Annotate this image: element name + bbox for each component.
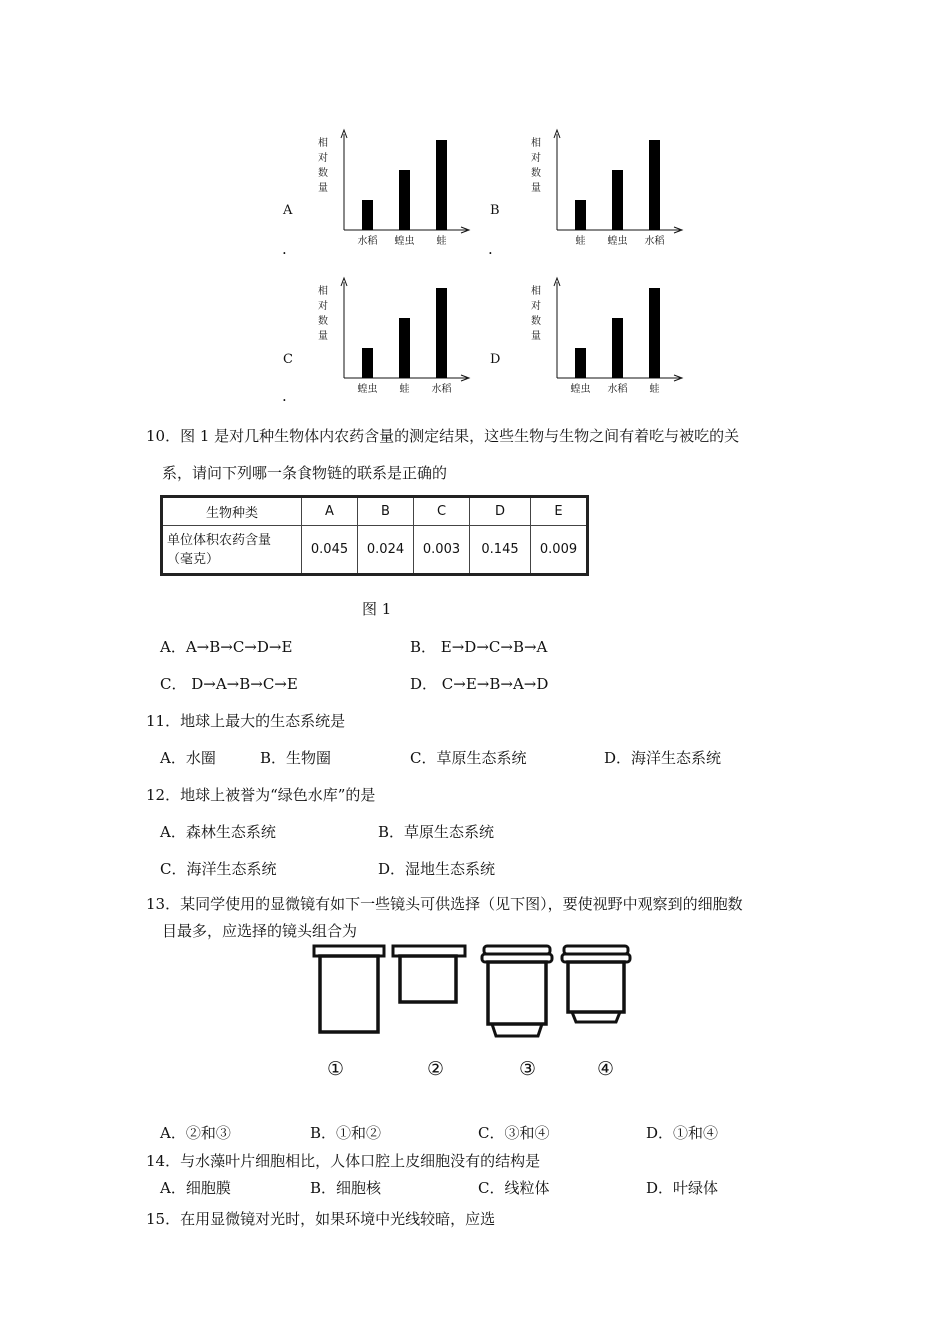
x-tick-label: 水稻 xyxy=(431,384,452,395)
lens-2-label: ② xyxy=(427,1058,445,1080)
chart-c xyxy=(316,274,476,403)
y-axis-label-char: 量 xyxy=(318,331,328,342)
q11-stem: 11．地球上最大的生态系统是 xyxy=(146,712,346,730)
chart-c-letter: C xyxy=(283,352,293,367)
y-axis-label-char: 对 xyxy=(531,153,541,164)
table-header-species: 生物种类 xyxy=(162,497,302,526)
q11-option-d: D．海洋生态系统 xyxy=(604,749,722,767)
q12-option-d: D．湿地生态系统 xyxy=(378,860,496,878)
q14-stem: 14．与水藻叶片细胞相比，人体口腔上皮细胞没有的结构是 xyxy=(146,1152,541,1170)
q10-option-c: C． D→A→B→C→E xyxy=(160,675,298,693)
bar xyxy=(649,140,660,230)
table-header-a: A xyxy=(302,497,358,526)
q10-option-a: A．A→B→C→D→E xyxy=(160,638,293,656)
y-axis-label-char: 数 xyxy=(318,316,328,327)
bar xyxy=(612,318,623,378)
q13-option-c: C．③和④ xyxy=(478,1124,550,1142)
x-tick-label: 蛙 xyxy=(649,384,660,395)
x-tick-label: 蝗虫 xyxy=(394,236,415,247)
q13-stem-line1: 13．某同学使用的显微镜有如下一些镜头可供选择（见下图），要使视野中观察到的细胞数 xyxy=(146,895,743,913)
x-tick-label: 蝗虫 xyxy=(357,384,378,395)
chart-c-dot: . xyxy=(282,387,287,405)
q12-stem: 12．地球上被誉为“绿色水库”的是 xyxy=(146,786,376,804)
q10-stem-line1: 10．图 1 是对几种生物体内农药含量的测定结果，这些生物与生物之间有着吃与被吃的关 xyxy=(146,427,740,445)
q10-stem-line2: 系，请问下列哪一条食物链的联系是正确的 xyxy=(162,464,448,482)
table-header-b: B xyxy=(358,497,414,526)
q12-option-a: A．森林生态系统 xyxy=(160,823,276,841)
x-tick-label: 蛙 xyxy=(399,384,410,395)
bar xyxy=(399,170,410,230)
y-axis-label-char: 相 xyxy=(318,138,328,149)
x-tick-label: 蝗虫 xyxy=(570,384,591,395)
y-axis-label-char: 对 xyxy=(318,153,328,164)
table-cell-b: 0.024 xyxy=(358,526,414,575)
table-row-label: 单位体积农药含量 （毫克） xyxy=(162,526,302,575)
bar xyxy=(612,170,623,230)
bar xyxy=(575,200,586,230)
y-axis-label-char: 相 xyxy=(531,286,541,297)
x-tick-label: 水稻 xyxy=(357,236,378,247)
bar xyxy=(436,140,447,230)
chart-b-letter: B xyxy=(490,203,500,218)
q14-option-c: C．线粒体 xyxy=(478,1179,550,1197)
q15-stem: 15．在用显微镜对光时，如果环境中光线较暗，应选 xyxy=(146,1210,496,1228)
lens-1-label: ① xyxy=(327,1058,345,1080)
y-axis-label-char: 数 xyxy=(531,168,541,179)
table-cell-a: 0.045 xyxy=(302,526,358,575)
y-axis-label-char: 量 xyxy=(318,183,328,194)
y-axis-label-char: 数 xyxy=(318,168,328,179)
x-tick-label: 蛙 xyxy=(436,236,447,247)
q14-option-d: D．叶绿体 xyxy=(646,1179,719,1197)
lens-3-icon xyxy=(478,942,558,1042)
x-tick-label: 水稻 xyxy=(607,384,628,395)
bar xyxy=(649,288,660,378)
lens-4-icon xyxy=(558,942,638,1027)
table-header-c: C xyxy=(414,497,470,526)
lens-4-label: ④ xyxy=(597,1058,615,1080)
q12-option-c: C．海洋生态系统 xyxy=(160,860,277,878)
q13-option-b: B．①和② xyxy=(310,1124,382,1142)
chart-b-dot: . xyxy=(488,240,493,258)
bar xyxy=(362,200,373,230)
chart-a xyxy=(316,126,476,255)
chart-a-dot: . xyxy=(282,240,287,258)
chart-a-letter: A xyxy=(283,203,293,218)
q14-option-a: A．细胞膜 xyxy=(160,1179,231,1197)
bar xyxy=(436,288,447,378)
q10-option-b: B． E→D→C→B→A xyxy=(410,638,548,656)
y-axis-label-char: 量 xyxy=(531,331,541,342)
chart-d-letter: D xyxy=(490,352,501,367)
q11-option-b: B．生物圈 xyxy=(260,749,332,767)
q12-option-b: B．草原生态系统 xyxy=(378,823,495,841)
lens-2-icon xyxy=(390,942,470,1007)
table-cell-d: 0.145 xyxy=(470,526,531,575)
bar xyxy=(362,348,373,378)
figure-caption: 图 1 xyxy=(362,600,392,618)
table-cell-c: 0.003 xyxy=(414,526,470,575)
pesticide-table xyxy=(160,495,589,576)
q10-option-d: D． C→E→B→A→D xyxy=(410,675,549,693)
q13-stem-line2: 目最多，应选择的镜头组合为 xyxy=(162,922,358,940)
chart-b xyxy=(529,126,689,255)
y-axis-label-char: 相 xyxy=(318,286,328,297)
y-axis-label-char: 对 xyxy=(318,301,328,312)
lens-1-icon xyxy=(310,942,390,1037)
x-tick-label: 蝗虫 xyxy=(607,236,628,247)
y-axis-label-char: 数 xyxy=(531,316,541,327)
q14-option-b: B．细胞核 xyxy=(310,1179,382,1197)
x-tick-label: 蛙 xyxy=(575,236,586,247)
bar xyxy=(575,348,586,378)
table-header-e: E xyxy=(531,497,588,526)
q11-option-a: A．水圈 xyxy=(160,749,216,767)
x-tick-label: 水稻 xyxy=(644,236,665,247)
y-axis-label-char: 对 xyxy=(531,301,541,312)
table-cell-e: 0.009 xyxy=(531,526,588,575)
lens-3-label: ③ xyxy=(519,1058,537,1080)
q11-option-c: C．草原生态系统 xyxy=(410,749,527,767)
bar xyxy=(399,318,410,378)
q13-option-a: A．②和③ xyxy=(160,1124,231,1142)
table-header-d: D xyxy=(470,497,531,526)
chart-d xyxy=(529,274,689,403)
y-axis-label-char: 量 xyxy=(531,183,541,194)
y-axis-label-char: 相 xyxy=(531,138,541,149)
q13-option-d: D．①和④ xyxy=(646,1124,719,1142)
